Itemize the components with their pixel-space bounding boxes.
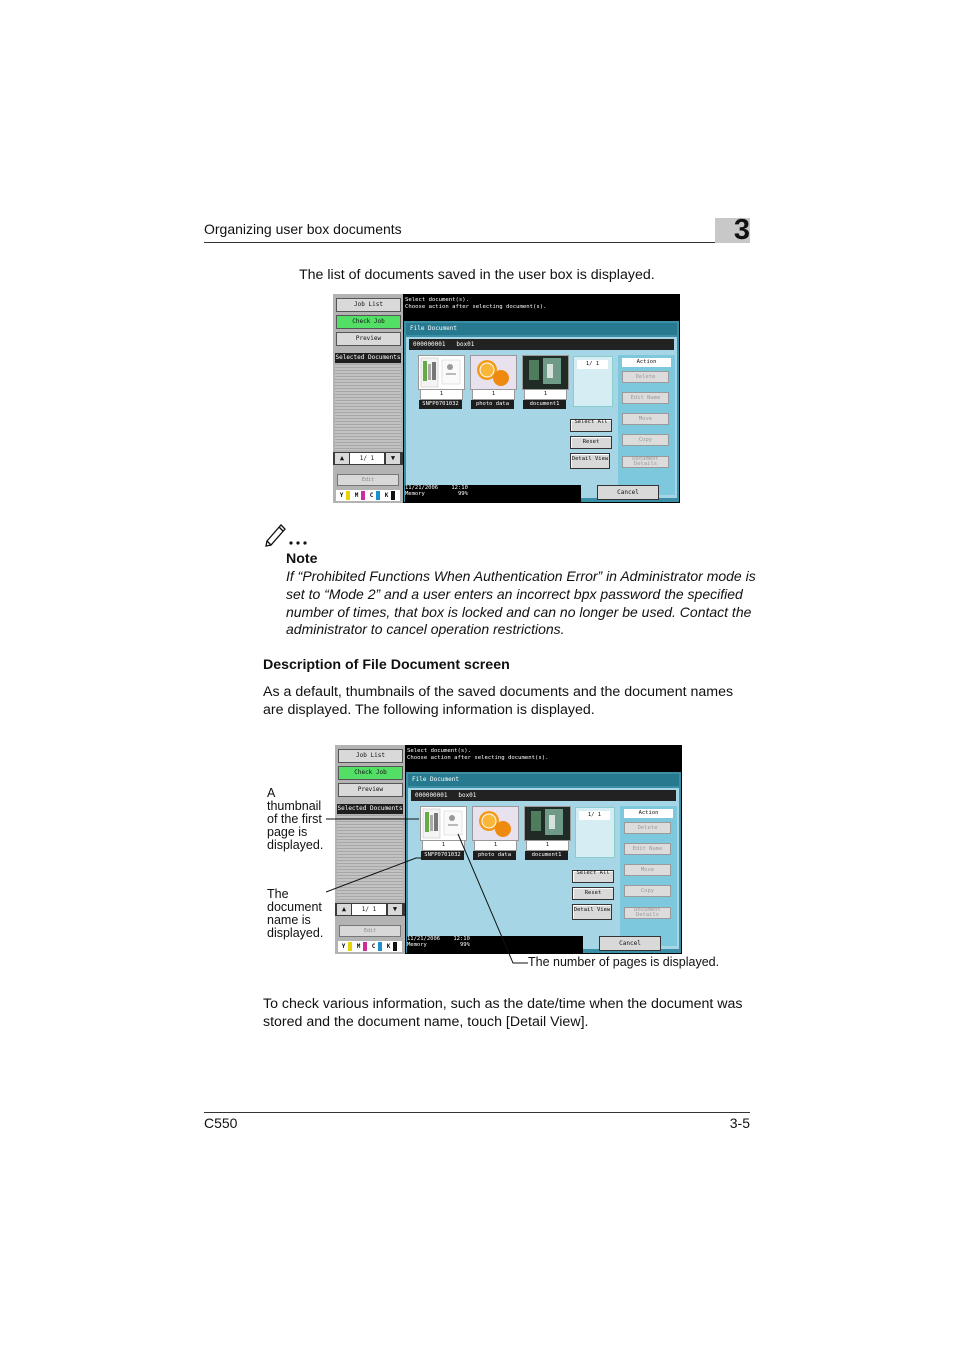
note-body: If “Prohibited Functions When Authentication Error” in Administrator mode is set to “Mode 2” and a user enters an incorrect bpx password the specified number of times, that box is locked and can no longer be used. Contact the administrator to cancel operation restrictions.	[286, 568, 756, 638]
footer-rule	[204, 1112, 750, 1113]
toner-m-label: M	[354, 492, 359, 499]
left-page-indicator: 1/ 1	[352, 904, 386, 915]
intro-text: The list of documents saved in the user box is displayed.	[299, 267, 655, 283]
message-line-2: Choose action after selecting document(s).	[405, 304, 547, 310]
action-header: Action	[622, 358, 671, 367]
preview-button[interactable]: Preview	[336, 332, 401, 346]
message-line-2: Choose action after selecting document(s).	[407, 755, 549, 761]
status-memory-label: Memory	[407, 942, 427, 948]
box-id-bar: 000000001 box01	[411, 790, 676, 801]
callout-page-count: The number of pages is displayed.	[528, 955, 720, 969]
footer-model: C550	[204, 1115, 238, 1131]
toner-y-label: Y	[341, 943, 346, 950]
cancel-button[interactable]: Cancel	[599, 936, 661, 951]
note-label: Note	[286, 551, 318, 567]
doc-name-2[interactable]: photo data	[471, 400, 514, 409]
delete-button[interactable]: Delete	[624, 822, 671, 834]
detail-view-button[interactable]: Detail View	[570, 453, 610, 469]
leader-document-name	[326, 858, 422, 892]
copy-button[interactable]: Copy	[624, 885, 671, 897]
move-button[interactable]: Move	[622, 413, 669, 425]
toner-k-label: K	[386, 943, 391, 950]
page-count-doc-1: 1	[420, 389, 463, 400]
toner-y-label: Y	[339, 492, 344, 499]
selected-documents-label: Selected Documents	[335, 354, 401, 361]
message-line-1: Select document(s).	[407, 748, 471, 754]
preview-button[interactable]: Preview	[338, 783, 403, 797]
action-header: Action	[624, 809, 673, 818]
message-line-1: Select document(s).	[405, 297, 469, 303]
status-memory-value: 99%	[458, 491, 468, 497]
document-details-button[interactable]: Document Details	[622, 456, 669, 468]
check-job-button[interactable]: Check Job	[338, 766, 403, 780]
doc-name-1[interactable]: SNFP0701032	[421, 851, 464, 860]
edit-button[interactable]: Edit	[339, 925, 401, 937]
thumbnail-page-indicator: 1/ 1	[577, 360, 608, 369]
page-count-doc-3: 1	[524, 389, 567, 400]
status-time: 12:10	[451, 485, 468, 491]
reset-button[interactable]: Reset	[570, 436, 612, 449]
tab-file-document[interactable]: File Document	[406, 323, 677, 335]
down-arrow-icon[interactable]: ▼	[388, 904, 402, 915]
status-date: 11/21/2006	[405, 485, 439, 491]
copy-button[interactable]: Copy	[622, 434, 669, 446]
detail-view-button[interactable]: Detail View	[572, 904, 612, 920]
doc-name-1[interactable]: SNFP0701032	[419, 400, 462, 409]
page-count-doc-3: 1	[526, 840, 569, 851]
callout-thumbnail: A thumbnail of the first page is displayed.	[267, 786, 324, 852]
tab-file-document[interactable]: File Document	[408, 774, 679, 786]
closing-paragraph: To check various information, such as the date/time when the document was stored and the document name, touch [Detail View].	[263, 996, 743, 1030]
up-arrow-icon[interactable]: ▲	[337, 904, 351, 915]
document-details-button[interactable]: Document Details	[624, 907, 671, 919]
status-memory-label: Memory	[405, 491, 425, 497]
delete-button[interactable]: Delete	[622, 371, 669, 383]
footer-page-number: 3-5	[729, 1115, 750, 1131]
page-count-doc-2: 1	[474, 840, 517, 851]
down-arrow-icon[interactable]: ▼	[386, 453, 400, 464]
chapter-number: 3	[733, 214, 750, 246]
status-memory-value: 99%	[460, 942, 470, 948]
edit-name-button[interactable]: Edit Name	[624, 843, 671, 855]
toner-c-label: C	[371, 943, 376, 950]
leader-page-count	[458, 834, 528, 963]
up-arrow-icon[interactable]: ▲	[335, 453, 349, 464]
select-all-button[interactable]: Select All	[572, 870, 614, 883]
status-time: 12:10	[453, 936, 470, 942]
job-list-button[interactable]: Job List	[338, 749, 403, 763]
edit-name-button[interactable]: Edit Name	[622, 392, 669, 404]
cancel-button[interactable]: Cancel	[597, 485, 659, 500]
reset-button[interactable]: Reset	[572, 887, 614, 900]
selected-documents-label: Selected Documents	[337, 805, 403, 812]
left-page-indicator: 1/ 1	[350, 453, 384, 464]
doc-name-3[interactable]: document1	[525, 851, 568, 860]
doc-name-2[interactable]: photo data	[473, 851, 516, 860]
page-count-doc-2: 1	[472, 389, 515, 400]
toner-c-label: C	[369, 492, 374, 499]
move-button[interactable]: Move	[624, 864, 671, 876]
toner-m-label: M	[356, 943, 361, 950]
page-count-doc-1: 1	[422, 840, 465, 851]
select-all-button[interactable]: Select All	[570, 419, 612, 432]
thumbnail-page-indicator: 1/ 1	[579, 811, 610, 820]
running-header: Organizing user box documents	[204, 221, 402, 237]
callout-document-name: The document name is displayed.	[267, 887, 324, 940]
box-id-bar: 000000001 box01	[409, 339, 674, 350]
section-paragraph: As a default, thumbnails of the saved documents and the document names are displayed. The following information is displayed.	[263, 684, 734, 718]
section-heading: Description of File Document screen	[263, 657, 510, 673]
edit-button[interactable]: Edit	[337, 474, 399, 486]
job-list-button[interactable]: Job List	[336, 298, 401, 312]
doc-name-3[interactable]: document1	[523, 400, 566, 409]
status-date: 11/21/2006	[407, 936, 441, 942]
check-job-button[interactable]: Check Job	[336, 315, 401, 329]
toner-k-label: K	[384, 492, 389, 499]
